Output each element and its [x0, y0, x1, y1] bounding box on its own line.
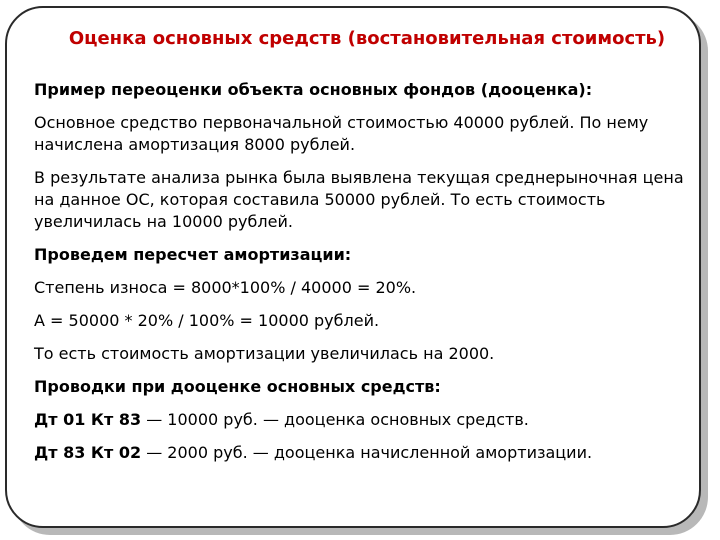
entry-2-text: — 2000 руб. — дооценка начисленной амортизации.: [141, 443, 593, 462]
content-panel: [5, 6, 701, 528]
amortization-formula: А = 50000 * 20% / 100% = 10000 рублей.: [34, 311, 380, 330]
journal-entry-1: [34, 409, 696, 431]
example-heading: Пример переоценки объекта основных фондов (дооценка):: [34, 80, 593, 99]
slide-title: Оценка основных средств (востановительная стоимость): [68, 28, 666, 49]
recalculation-heading: Проведем пересчет амортизации:: [34, 245, 352, 264]
entry-1-text: — 10000 руб. — дооценка основных средств.: [141, 410, 529, 429]
market-analysis: В результате анализа рынка была выявлена текущая среднерыночная цена на данное ОС, которая составила 50000 рублей. То есть стоимость увеличилась на 10000 рублей.: [34, 168, 684, 231]
slide-body: [34, 79, 696, 475]
entries-heading: Проводки при дооценке основных средств:: [34, 377, 441, 396]
entry-2-code: Дт 83 Кт 02: [34, 443, 142, 462]
amortization-conclusion: То есть стоимость амортизации увеличилась на 2000.: [34, 344, 495, 363]
entry-1-code: Дт 01 Кт 83: [34, 410, 142, 429]
wear-formula: Степень износа = 8000*100% / 40000 = 20%.: [34, 278, 417, 297]
journal-entry-2: [34, 442, 696, 464]
asset-description: Основное средство первоначальной стоимостью 40000 рублей. По нему начислена амортизация 8000 рублей.: [34, 113, 649, 154]
